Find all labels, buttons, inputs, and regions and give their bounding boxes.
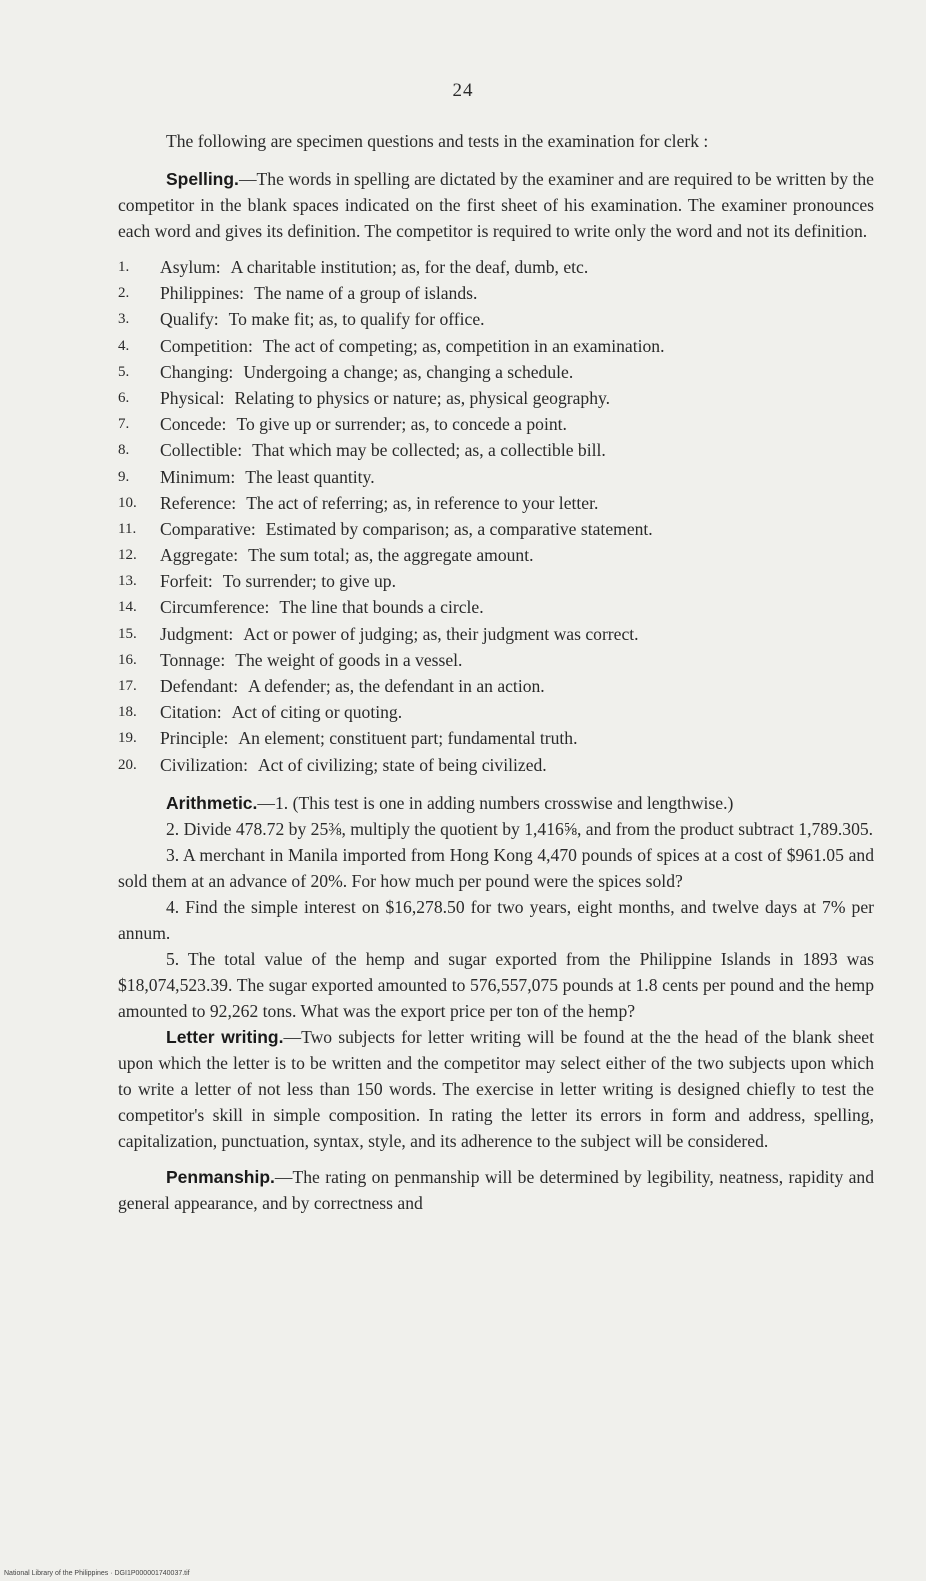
archive-footer: National Library of the Philippines · DGI1P000001740037.tif: [4, 1570, 190, 1577]
item-definition: The line that bounds a circle.: [279, 597, 484, 618]
arithmetic-q1-text: —1. (This test is one in adding numbers crosswise and lengthwise.): [257, 792, 734, 813]
spelling-word-item: [118, 621, 874, 647]
item-word: Forfeit:: [160, 571, 213, 592]
spelling-word-item: [118, 752, 874, 778]
spelling-word-item: [118, 306, 874, 332]
item-number: 19.: [118, 730, 137, 747]
item-definition: Undergoing a change; as, changing a schedule.: [243, 361, 574, 382]
item-definition: Relating to physics or nature; as, physical geography.: [234, 387, 611, 408]
item-word: Collectible:: [160, 440, 243, 461]
arithmetic-section: [118, 790, 874, 1024]
spelling-word-item: [118, 254, 874, 280]
item-definition: To give up or surrender; as, to concede a point.: [236, 414, 567, 435]
item-number: 12.: [118, 547, 137, 564]
item-definition: Act of civilizing; state of being civilized.: [257, 754, 547, 775]
spelling-word-item: [118, 699, 874, 725]
item-definition: The weight of goods in a vessel.: [235, 649, 463, 670]
item-word: Competition:: [160, 335, 253, 356]
item-number: 14.: [118, 599, 137, 616]
item-word: Asylum:: [160, 257, 221, 277]
item-word: Physical:: [160, 387, 225, 408]
item-word: Circumference:: [160, 597, 270, 618]
item-word: Citation:: [160, 702, 222, 723]
penmanship-heading: Penmanship.: [166, 1166, 275, 1187]
item-word: Aggregate:: [160, 545, 239, 566]
item-definition: The sum total; as, the aggregate amount.: [248, 545, 534, 566]
page-number: 24: [452, 80, 474, 101]
item-number: 10.: [118, 494, 137, 511]
spelling-word-item: [118, 333, 874, 359]
item-definition: To make fit; as, to qualify for office.: [228, 309, 485, 330]
item-word: Reference:: [160, 492, 237, 513]
arithmetic-question-2: 2. Divide 478.72 by 25⅜, multiply the quotient by 1,416⅝, and from the product subtract 1,789.305.: [166, 818, 874, 839]
spelling-word-item: [118, 280, 874, 306]
spelling-word-item: [118, 385, 874, 411]
item-definition: An element; constituent part; fundamental truth.: [238, 728, 578, 749]
spelling-word-list: [118, 254, 874, 778]
item-number: 2.: [118, 285, 130, 302]
spelling-word-item: [118, 464, 874, 490]
item-definition: A defender; as, the defendant in an action.: [248, 676, 545, 696]
item-definition: The act of referring; as, in reference to your letter.: [246, 492, 599, 513]
item-definition: Estimated by comparison; as, a comparative statement.: [265, 518, 653, 539]
item-word: Civilization:: [160, 754, 248, 775]
item-number: 17.: [118, 678, 137, 694]
spelling-word-item: [118, 359, 874, 385]
arithmetic-question-1: [118, 790, 874, 816]
item-word: Concede:: [160, 414, 227, 435]
arithmetic-question-5: 5. The total value of the hemp and sugar exported from the Philippine Islands in 1893 was $18,074,523.39. The sugar exported amounted to 576,557,075 pounds at 1.8 cents per pound and the hemp amounted to 92,262 tons. What was the export price per ton of the hemp?: [118, 948, 874, 1021]
item-number: 8.: [118, 442, 130, 459]
item-definition: That which may be collected; as, a collectible bill.: [252, 440, 606, 461]
spelling-word-item: [118, 725, 874, 751]
item-number: 9.: [118, 468, 130, 485]
spelling-paragraph: [118, 166, 874, 244]
spelling-word-item: [118, 437, 874, 463]
item-number: 16.: [118, 651, 137, 668]
item-word: Tonnage:: [160, 649, 226, 670]
item-word: Comparative:: [160, 518, 256, 539]
item-number: 18.: [118, 704, 137, 721]
item-number: 4.: [118, 337, 130, 354]
item-word: Principle:: [160, 728, 229, 749]
letter-writing-paragraph: [118, 1024, 874, 1154]
item-number: 15.: [118, 625, 137, 642]
item-definition: The name of a group of islands.: [254, 283, 478, 304]
arithmetic-heading: Arithmetic.: [166, 792, 258, 813]
item-word: Qualify:: [160, 309, 219, 330]
item-number: 20.: [118, 756, 137, 773]
penmanship-text: —The rating on penmanship will be determined by legibility, neatness, rapidity and general appearance, and by correctness and: [118, 1166, 874, 1213]
item-number: 5.: [118, 363, 130, 380]
spelling-word-item: [118, 647, 874, 673]
item-definition: Act of citing or quoting.: [231, 702, 403, 723]
item-number: 1.: [118, 259, 130, 275]
spelling-heading: Spelling.: [166, 169, 239, 189]
item-word: Philippines:: [160, 283, 245, 304]
spelling-text: —The words in spelling are dictated by the examiner and are required to be written by the competitor in the blank spaces indicated on the first sheet of his examination. The examiner pronounces each word and gives its definition. The competitor is required to write only the word and not its definition.: [118, 169, 874, 241]
penmanship-paragraph: [118, 1164, 874, 1216]
item-definition: Act or power of judging; as, their judgment was correct.: [243, 623, 639, 644]
spelling-word-item: [118, 411, 874, 437]
spelling-word-item: [118, 568, 874, 594]
item-word: Judgment:: [160, 623, 234, 644]
intro-paragraph: The following are specimen questions and tests in the examination for clerk :: [166, 131, 709, 151]
item-definition: The act of competing; as, competition in an examination.: [262, 335, 665, 356]
item-number: 7.: [118, 416, 130, 433]
letter-writing-heading: Letter writing.: [166, 1026, 284, 1047]
item-definition: To surrender; to give up.: [222, 571, 396, 592]
spelling-word-item: [118, 490, 874, 516]
letter-writing-text: —Two subjects for letter writing will be found at the the head of the blank sheet upon which the letter is to be written and the competitor may select either of the two subjects upon which to write a letter of not less than 150 words. The exercise in letter writing is designed chiefly to test the competitor's skill in simple composition. In rating the letter its errors in form and address, spelling, capitalization, punctuation, syntax, style, and its adherence to the subject will be considered.: [118, 1026, 874, 1151]
spelling-word-item: [118, 542, 874, 568]
page-content: [118, 128, 874, 1216]
arithmetic-question-4: 4. Find the simple interest on $16,278.50 for two years, eight months, and twelve days at 7% per annum.: [118, 896, 874, 943]
spelling-word-item: [118, 594, 874, 620]
spelling-word-item: [118, 673, 874, 699]
arithmetic-question-3: 3. A merchant in Manila imported from Hong Kong 4,470 pounds of spices at a cost of $961.05 and sold them at an advance of 20%. For how much per pound were the spices sold?: [118, 844, 874, 891]
item-definition: A charitable institution; as, for the deaf, dumb, etc.: [230, 257, 589, 277]
item-number: 13.: [118, 573, 137, 590]
item-word: Defendant:: [160, 676, 239, 696]
spelling-word-item: [118, 516, 874, 542]
item-word: Minimum:: [160, 466, 236, 487]
item-number: 6.: [118, 389, 130, 406]
item-word: Changing:: [160, 361, 234, 382]
item-number: 3.: [118, 311, 130, 328]
item-number: 11.: [118, 520, 137, 537]
item-definition: The least quantity.: [245, 466, 375, 487]
